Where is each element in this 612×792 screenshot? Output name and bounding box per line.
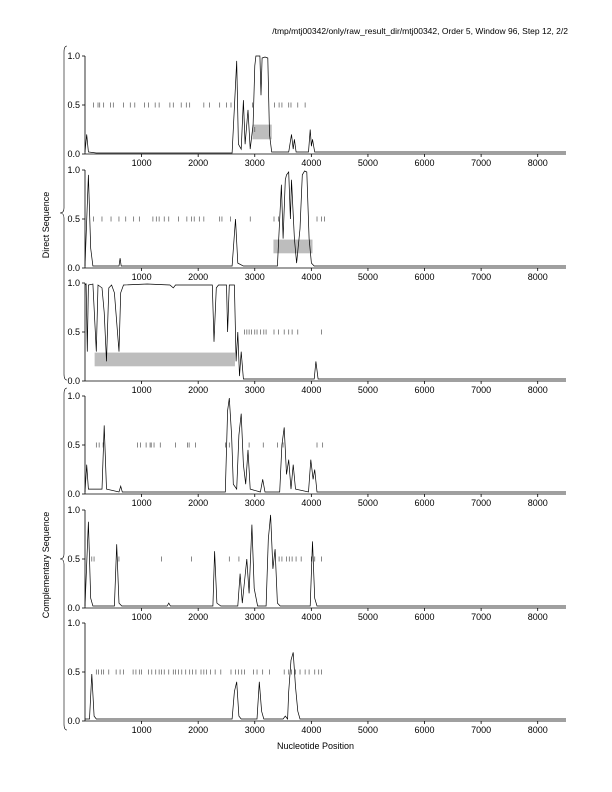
panel-1-x-tick-label: 2000 (188, 158, 209, 168)
panel-2-x-tick-label: 1000 (131, 272, 152, 282)
panel-2-y-tick-label: 1.0 (67, 165, 80, 175)
panel-1-x-tick-label: 7000 (471, 158, 492, 168)
panel-6-x-tick-label: 4000 (301, 725, 322, 735)
panel-2-x-tick-label: 2000 (188, 272, 209, 282)
panel-1-x-tick-label: 5000 (357, 158, 378, 168)
panel-1-y-tick-label: 0.5 (67, 100, 80, 110)
panel-4-x-tick-label: 4000 (301, 498, 322, 508)
panel-5-y-tick-label: 1.0 (67, 505, 80, 515)
panel-6-x-tick-label: 3000 (244, 725, 265, 735)
panel-2-x-tick-label: 8000 (527, 272, 548, 282)
panel-4-y-tick-label: 0.0 (67, 489, 80, 499)
panel-4-coding-potential-line (85, 398, 566, 492)
panel-1-x-tick-label: 6000 (414, 158, 435, 168)
panel-2-x-tick-label: 3000 (244, 272, 265, 282)
panel-4-x-tick-label: 7000 (471, 498, 492, 508)
panel-6-y-tick-label: 1.0 (67, 618, 80, 628)
panel-4-x-tick-label: 2000 (188, 498, 209, 508)
panel-4-x-tick-label: 3000 (244, 498, 265, 508)
panel-5-x-tick-label: 8000 (527, 612, 548, 622)
panel-1-coding-potential-line (85, 56, 566, 153)
panel-3-x-tick-label: 5000 (357, 385, 378, 395)
panel-2-coding-potential-line (85, 171, 566, 266)
panel-6-y-tick-label: 0.0 (67, 716, 80, 726)
direct-group-label: Direct Sequence (41, 191, 51, 259)
panel-4-y-tick-label: 1.0 (67, 391, 80, 401)
panel-5-x-tick-label: 2000 (188, 612, 209, 622)
panel-6-y-tick-label: 0.5 (67, 667, 80, 677)
panel-4-x-tick-label: 1000 (131, 498, 152, 508)
panel-6-x-tick-label: 1000 (131, 725, 152, 735)
panel-3-y-tick-label: 0.0 (67, 376, 80, 386)
panel-3-x-tick-label: 8000 (527, 385, 548, 395)
panel-4-y-tick-label: 0.5 (67, 440, 80, 450)
panel-1-y-tick-label: 1.0 (67, 51, 80, 61)
panel-3-highlight-box (95, 353, 235, 367)
panel-5-x-tick-label: 5000 (357, 612, 378, 622)
panel-2-x-tick-label: 7000 (471, 272, 492, 282)
direct-group-brace (60, 46, 67, 380)
panel-3-x-tick-label: 4000 (301, 385, 322, 395)
panel-2-x-tick-label: 6000 (414, 272, 435, 282)
panel-5-x-tick-label: 4000 (301, 612, 322, 622)
panel-1-y-tick-label: 0.0 (67, 149, 80, 159)
panel-4-x-tick-label: 5000 (357, 498, 378, 508)
page-header-title: /tmp/mtj00342/only/raw_result_dir/mtj00342, Order 5, Window 96, Step 12, 2/2 (272, 26, 568, 36)
panel-5-y-tick-label: 0.5 (67, 554, 80, 564)
panel-3-y-tick-label: 0.5 (67, 327, 80, 337)
complementary-group-label: Complementary Sequence (41, 511, 51, 619)
panel-5-x-tick-label: 7000 (471, 612, 492, 622)
panel-6-x-tick-label: 8000 (527, 725, 548, 735)
panel-6-x-tick-label: 5000 (357, 725, 378, 735)
panel-6-x-tick-label: 2000 (188, 725, 209, 735)
panel-2-highlight-box (273, 240, 312, 254)
panel-5-x-tick-label: 1000 (131, 612, 152, 622)
complementary-group-brace (60, 388, 67, 730)
panel-4-x-tick-label: 6000 (414, 498, 435, 508)
panel-1-x-tick-label: 4000 (301, 158, 322, 168)
panel-1-x-tick-label: 8000 (527, 158, 548, 168)
panel-5-coding-potential-line (85, 515, 566, 606)
panel-2-x-tick-label: 4000 (301, 272, 322, 282)
x-axis-label: Nucleotide Position (276, 741, 355, 751)
panel-5-x-tick-label: 6000 (414, 612, 435, 622)
panel-3-x-tick-label: 7000 (471, 385, 492, 395)
panel-1-x-tick-label: 3000 (244, 158, 265, 168)
panel-5-x-tick-label: 3000 (244, 612, 265, 622)
panel-2-y-tick-label: 0.0 (67, 263, 80, 273)
panel-3-x-tick-label: 6000 (414, 385, 435, 395)
panel-2-x-tick-label: 5000 (357, 272, 378, 282)
panel-6-x-tick-label: 6000 (414, 725, 435, 735)
panel-5-y-tick-label: 0.0 (67, 603, 80, 613)
panel-2-y-tick-label: 0.5 (67, 214, 80, 224)
panel-3-x-tick-label: 3000 (244, 385, 265, 395)
panel-3-x-tick-label: 1000 (131, 385, 152, 395)
panel-1-highlight-box (253, 125, 272, 140)
panel-3-y-tick-label: 1.0 (67, 278, 80, 288)
panel-6-x-tick-label: 7000 (471, 725, 492, 735)
panel-3-x-tick-label: 2000 (188, 385, 209, 395)
panel-1-x-tick-label: 1000 (131, 158, 152, 168)
panel-4-x-tick-label: 8000 (527, 498, 548, 508)
panel-6-coding-potential-line (85, 652, 566, 719)
